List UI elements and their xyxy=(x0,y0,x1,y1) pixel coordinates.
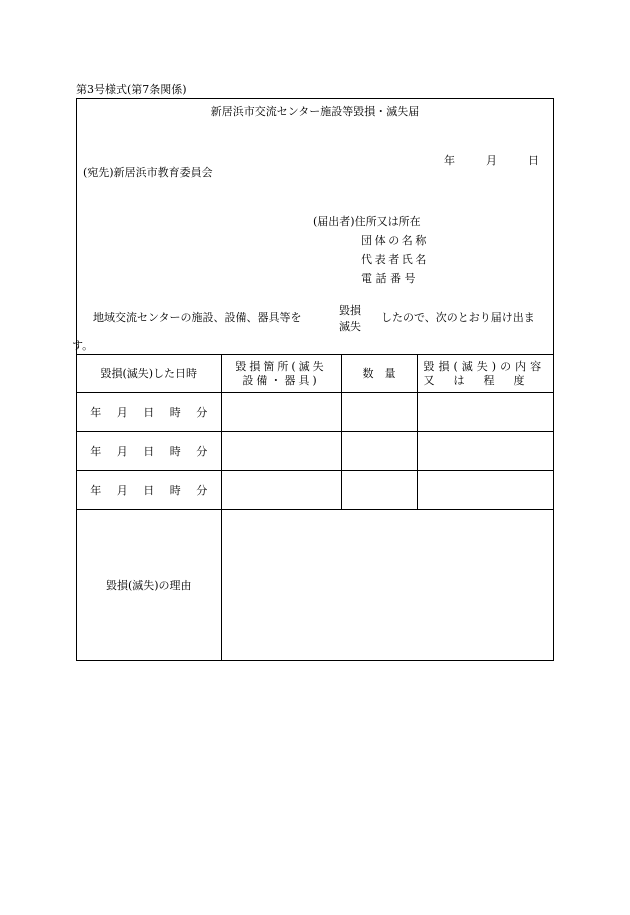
addressee: (宛先)新居浜市教育委員会 xyxy=(83,166,213,179)
damage-table xyxy=(77,354,553,660)
datetime-cell: 年 月 日 時 分 xyxy=(77,471,221,510)
header-content-line1: 毀損(滅失)の内容 xyxy=(423,359,546,373)
reason-row xyxy=(77,510,553,661)
header-location-line2: 設備・器具) xyxy=(242,373,320,387)
table-row xyxy=(77,432,553,471)
datetime-cell: 年 月 日 時 分 xyxy=(77,393,221,432)
choice-damage: 毀損 xyxy=(339,304,361,317)
content-input[interactable] xyxy=(417,471,553,510)
header-datetime: 毀損(滅失)した日時 xyxy=(77,355,221,393)
group-name-label: 団体の名称 xyxy=(361,234,429,247)
location-input[interactable] xyxy=(221,471,341,510)
header-location-line1: 毀損箇所(滅失 xyxy=(235,359,327,373)
date-month-label: 月 xyxy=(486,154,497,167)
datetime-cell: 年 月 日 時 分 xyxy=(77,432,221,471)
form-title: 新居浜市交流センター施設等毀損・滅失届 xyxy=(210,105,420,118)
header-quantity: 数 量 xyxy=(341,355,417,393)
content-input[interactable] xyxy=(417,432,553,471)
header-location xyxy=(221,355,341,393)
body-text-after: したので、次のとおり届け出ま xyxy=(381,311,535,324)
reason-label: 毀損(滅失)の理由 xyxy=(77,510,221,661)
body-text-before: 地域交流センターの施設、設備、器具等を xyxy=(93,311,302,324)
body-text-wrap: す。 xyxy=(72,339,94,352)
choice-loss: 滅失 xyxy=(339,320,361,333)
header-content xyxy=(417,355,553,393)
quantity-input[interactable] xyxy=(341,432,417,471)
quantity-input[interactable] xyxy=(341,471,417,510)
location-input[interactable] xyxy=(221,432,341,471)
date-year-label: 年 xyxy=(444,154,455,167)
date-day-label: 日 xyxy=(528,154,539,167)
table-row xyxy=(77,393,553,432)
content-input[interactable] xyxy=(417,393,553,432)
form-number: 第3号様式(第7条関係) xyxy=(76,83,187,96)
header-content-line2: 又 は 程 度 xyxy=(423,373,529,387)
phone-label: 電 話 番 号 xyxy=(361,272,416,285)
body-choice xyxy=(339,303,361,335)
table-row xyxy=(77,471,553,510)
form-frame xyxy=(72,98,554,661)
date-line xyxy=(444,154,539,168)
address-label: (届出者)住所又は所在 xyxy=(313,215,421,228)
reason-input[interactable] xyxy=(221,510,553,661)
applicant-block xyxy=(313,212,429,288)
representative-label: 代表者氏名 xyxy=(361,253,429,266)
quantity-input[interactable] xyxy=(341,393,417,432)
location-input[interactable] xyxy=(221,393,341,432)
